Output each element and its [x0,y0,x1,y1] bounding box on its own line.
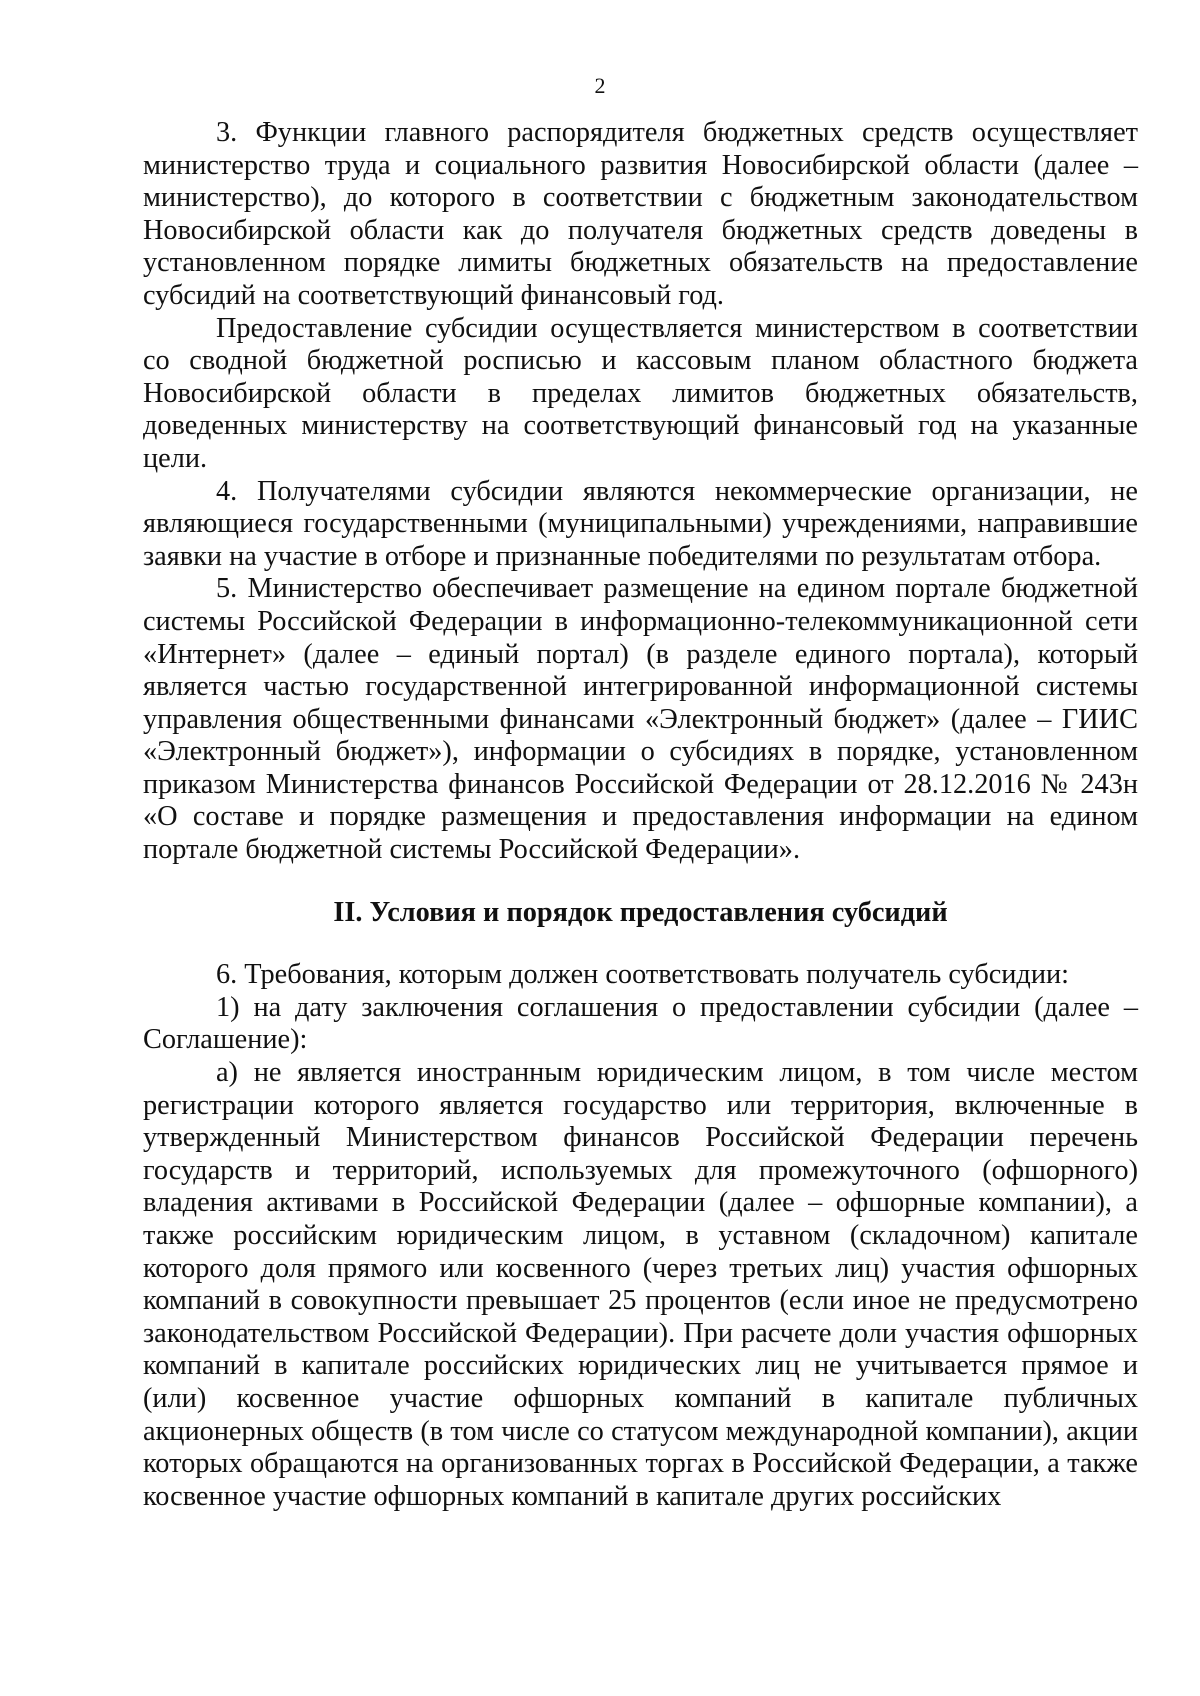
section-heading: II. Условия и порядок предоставления субсидий [333,896,948,928]
paragraph-6-item-1a: а) не является иностранным юридическим лицом, в том числе местом регистрации которого является государство или территория, включенные в утвержденный Министерством финансов Российской Федерации перечень государств и территорий, используемых для промежуточного (офшорного) владения активами в Российской Федерации (далее – офшорные компании), а также российским юридическим лицом, в уставном (складочном) капитале которого доля прямого или косвенного (через третьих лиц) участия офшорных компаний в совокупности превышает 25 процентов (если иное не предусмотрено законодательством Российской Федерации). При расчете доли участия офшорных компаний в капитале российских юридических лиц не учитывается прямое и (или) косвенное участие офшорных компаний в капитале публичных акционерных обществ (в том числе со статусом международной компании), акции которых обращаются на организованных торгах в Российской Федерации, а также косвенное участие офшорных компаний в капитале других российских [143,1057,1138,1512]
document-body [143,117,1138,1513]
paragraph-5: 5. Министерство обеспечивает размещение на едином портале бюджетной системы Российской Федерации в информационно-телекоммуникационной сети «Интернет» (далее – единый портал) (в разделе единого портала), который является частью государственной интегрированной информационной системы управления общественными финансами «Электронный бюджет» (далее – ГИИС «Электронный бюджет»), информации о субсидиях в порядке, установленном приказом Министерства финансов Российской Федерации от 28.12.2016 № 243н «О составе и порядке размещения и предоставления информации на едином портале бюджетной системы Российской Федерации». [143,573,1138,866]
paragraph-3-continued: Предоставление субсидии осуществляется министерством в соответствии со сводной бюджетной росписью и кассовым планом областного бюджета Новосибирской области в пределах лимитов бюджетных обязательств, доведенных министерству на соответствующий финансовый год на указанные цели. [143,312,1138,474]
page-number: 2 [594,73,606,98]
paragraph-6: 6. Требования, которым должен соответствовать получатель субсидии: [216,959,1069,991]
paragraph-6-item-1: 1) на дату заключения соглашения о предоставлении субсидии (далее – Соглашение): [143,991,1138,1056]
paragraph-4: 4. Получателями субсидии являются некоммерческие организации, не являющиеся государственными (муниципальными) учреждениями, направившие заявки на участие в отборе и признанные победителями по результатам отбора. [143,475,1138,572]
paragraph-3: 3. Функции главного распорядителя бюджетных средств осуществляет министерство труда и социального развития Новосибирской области (далее – министерство), до которого в соответствии с бюджетным законодательством Новосибирской области как до получателя бюджетных средств доведены в установленном порядке лимиты бюджетных обязательств на предоставление субсидий на соответствующий финансовый год. [143,117,1138,311]
